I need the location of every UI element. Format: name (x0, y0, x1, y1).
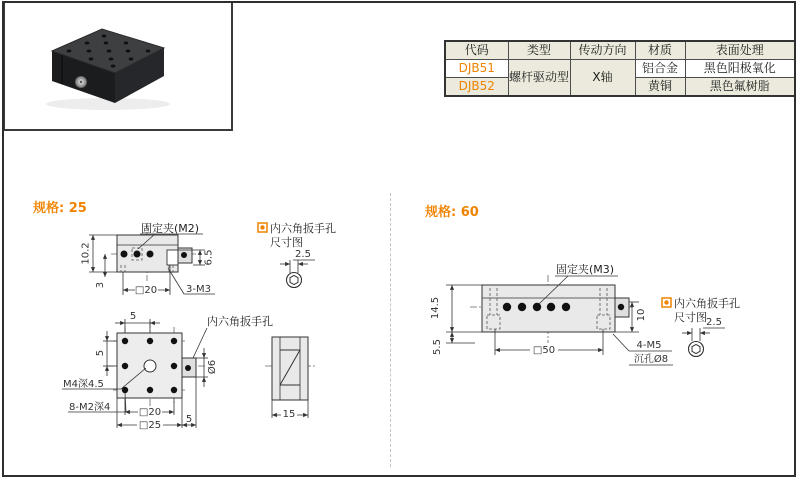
thread-callout-4m5: 4-M5 (636, 340, 662, 351)
spec25-hex-note (258, 221, 336, 288)
dim-2-5: 2.5 (706, 317, 722, 328)
cell-direction: X轴 (570, 60, 635, 97)
header-cell-finish: 表面处理 (685, 41, 795, 60)
cell-material-1: 铝合金 (635, 60, 685, 78)
hex-note-title-1: 内六角扳手孔 (674, 297, 740, 310)
table-header-row (445, 41, 795, 60)
dim-14-5: 14.5 (430, 296, 441, 320)
dim-10-2: 10.2 (80, 242, 92, 265)
dim-5-top: 5 (129, 311, 137, 322)
spec60-front-view (430, 262, 673, 365)
spec60-title: 规格: 60 (425, 205, 479, 220)
header-cell-code: 代码 (445, 41, 508, 60)
spec60-drawing (420, 255, 760, 385)
center-thread-label: M4深4.5 (63, 379, 104, 390)
hex-hole-label: 内六角扳手孔 (207, 315, 273, 328)
spec25-drawing (55, 215, 355, 450)
spec25-title: 规格: 25 (33, 201, 87, 216)
dim-5-left: 5 (95, 349, 106, 357)
dim-5-5: 5.5 (432, 339, 443, 355)
spec25-top-view (62, 311, 273, 431)
section-divider (390, 193, 391, 467)
dim-knob-dia: Ø6 (207, 359, 218, 375)
dim-3: 3 (95, 281, 106, 289)
dim-10: 10 (636, 308, 647, 322)
section-marker-dot (664, 300, 668, 304)
dim-sq25: □25 (138, 420, 162, 431)
thread-callout-3m3: 3-M3 (186, 284, 211, 295)
hex-note-title-1: 内六角扳手孔 (270, 222, 336, 235)
dim-15: 15 (282, 409, 296, 420)
clamp-label-m3: 固定夹(M3) (556, 263, 615, 276)
counterbore-callout: 沉孔Ø8 (633, 354, 669, 365)
product-spec-table (444, 40, 796, 97)
spec25-side-view (265, 337, 315, 420)
dim-sq20-front: □20 (134, 285, 158, 296)
adjust-knob-socket (80, 81, 82, 83)
cell-code-djb51: DJB51 (445, 60, 508, 78)
corner-thread-label: 8-M2深4 (69, 402, 111, 413)
dim-sq20-top: □20 (138, 407, 162, 418)
product-photo-box (3, 1, 233, 131)
clamp-label-m2: 固定夹(M2) (141, 222, 200, 235)
dim-2-5: 2.5 (295, 249, 311, 260)
spec25-front-view (81, 221, 216, 296)
hex-hole-circle (287, 273, 302, 288)
spec60-hex-note (662, 296, 740, 357)
cell-finish-2: 黑色氟树脂 (685, 78, 795, 97)
section-marker-dot (260, 225, 264, 229)
header-cell-type: 类型 (508, 41, 570, 60)
dim-5-right: 5 (185, 414, 193, 425)
cell-type: 螺杆驱动型 (508, 60, 570, 97)
cell-material-2: 黄铜 (635, 78, 685, 97)
header-cell-direction: 传动方向 (570, 41, 635, 60)
hex-note-title-2: 尺寸图 (674, 311, 707, 324)
table-row (445, 60, 795, 78)
hex-hole-circle (689, 342, 704, 357)
header-cell-material: 材质 (635, 41, 685, 60)
center-thread-hole (144, 360, 156, 372)
dim-sq50: □50 (532, 345, 556, 356)
cell-finish-1: 黑色阳极氧化 (685, 60, 795, 78)
dim-6-5: 6.5 (203, 249, 215, 266)
hex-note-title-2: 尺寸图 (270, 236, 303, 249)
product-photo (5, 3, 231, 127)
cell-code-djb52: DJB52 (445, 78, 508, 97)
